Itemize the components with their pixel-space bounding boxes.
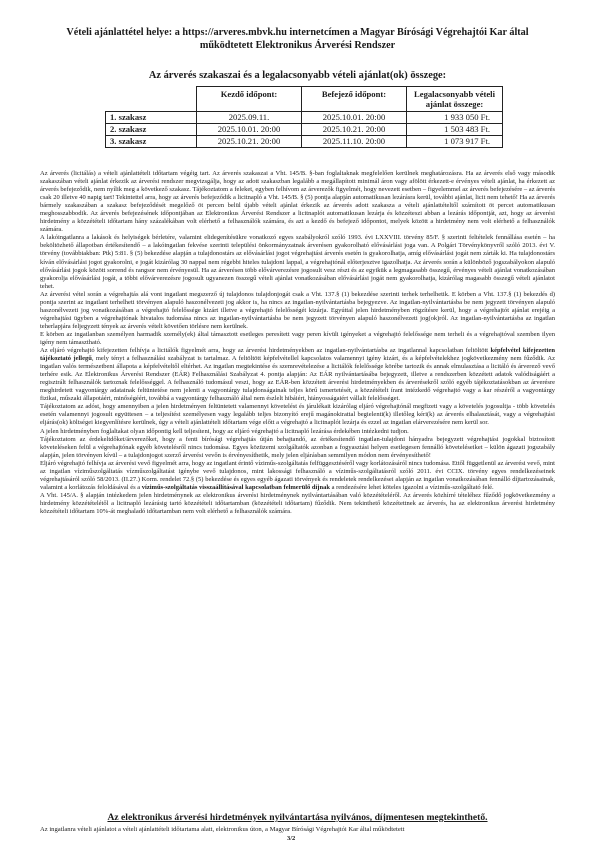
water-utility-emphasis: víziműs-szolgáltatás visszaállításával kapcsolatban felmerülő díjnak (141, 483, 330, 491)
table-header-row (106, 87, 503, 112)
paragraph-preemption-right: A lakóingatlanra a lakások és helyiségek bérletére, valamint elidegenítésükre vonatkozó egyes szabályokról szóló 1993. évi LXXVIII. törvény 85/F. § szerinti feltételek fennállása esetén – ha beköltözhető állapotban értékesítendő – a lakóingatlan fekvése szerinti települési önkormányzatnak árverésen gyakorolható elővásárlási joga van. A Polgári Törvénykönyvről szóló 2013. évi V. törvény (továbbiakban: Ptk) 5:81. § (5) bekezdése alapján a tulajdonostárs az elővásárlási jogot végrehajtási árverés esetén is gyakorolhatja, amíg elővásárlási jogát nem zárták ki. Ha tulajdonostárs kíván elővásárlási jogot gyakorolni, e jogát kizárólag 30 nappal nem régebbi hiteles tulajdoni lappal, a végrehajtónál előterjesztve igazolhatja. Az árverés során a különböző jogszabályokon alapuló elővásárlási jogok között sorrend és rangsor nem érvényesül. Ha az árverésen több elővárverezésre jogosult vesz részt és az egyikük a legmagasabb összegű, érvényes vételi ajánlat vonatkozásában gyakorolja elővásárlási jogát, a többi elővárverezésre jogosult ugyanezen összegű vételi ajánlat vonatkozásában elővásárlási jogát nem gyakorolhatja, kizárólag magasabb összegű vételi ajánlatot tehet. (40, 234, 555, 290)
start-cell: 2025.10.21. 20:00 (197, 136, 302, 148)
document-body (40, 170, 555, 516)
table-row (106, 124, 503, 136)
stage-cell: 2. szakasz (106, 124, 197, 136)
table-row (106, 112, 503, 124)
paragraph-other-claims: Tájékoztatom az érdekeltdőket/árverezőket, hogy a fenti bírósági végrehajtás útján behajtandó, az értékesítendő ingatlan-tulajdoni hányadra bejegyzett végrehajtási jogokkal biztosított követeléseken felül a végrehajtónak egyéb követelésről nincs tudomása. Egyes közüzemi szolgáltatók azonban a fogyasztási helyen esetlegesen fennálló követeléseiket – külön ágazati jogszabály alapján, jelen törvényen kívül – a tulajdonjogot szerző árverési vevőn is érvényesíthetik, mely jelen eljárásban semmilyen módon nem érvényesíthető! (40, 435, 555, 459)
document-header (40, 26, 555, 52)
section-subtitle: Az árverés szakaszai és a legalacsonyabb vételi ajánlat(ok) összege: (148, 70, 447, 81)
end-cell: 2025.10.21. 20:00 (302, 124, 407, 136)
paragraph-publication: A Vht. 145/A. § alapján intézkedem jelen hirdetménynek az elektronikus árverési hirdetménynek nyilvántartásában való közzétételéről. Az árverés közhírré tételéhez fűződő jogkövetkezmény a hirdetmény közzétételétől a licitnapló lezárásig tartó közzétételi időtartamban (közzétételi időtartam) fűződik. Nem tekinthető közzétettnek az árverés, ha az elektronikus árverési hirdetmény közzétételi időtartam 10%-át meghaladó időtartamban nem volt elérhető a felhasználók számára. (40, 491, 555, 515)
start-cell: 2025.10.01. 20:00 (197, 124, 302, 136)
header-line-2: működtetett Elektronikus Árverési Rendszer (199, 40, 396, 51)
paragraph-deadline: A jelen hirdetményben foglaltakat olyan időpontig kell teljesíteni, hogy az eljáró végrehajtó a licitnapló lezárása érdekében intézkedni tudjon. (40, 427, 409, 435)
stage-cell: 3. szakasz (106, 136, 197, 148)
paragraph-third-party-claims: E körben az ingatlanban személyen harmadik személy(ek) által támasztott esetleges peresített vagy peren kívüli igényeket a végrehajtó felelőssége nem terheli és a végrehajtóval szemben ilyen igény nem támasztható. (40, 330, 555, 346)
price-cell: 1 073 917 Ft. (407, 136, 503, 148)
table-row (106, 136, 503, 148)
public-register-heading: Az elektronikus árverési hirdetmények nyilvántartása nyilvános, díjmentesen megtekinthető. (107, 812, 488, 823)
paragraph-auction-duration: Az árverés (licitálás) a vételi ajánlattételi időtartam végéig tart. Az árverés szakaszai a Vht. 145/B. §-ban foglaltaknak megfelelően kerülnek meghatározásra. Ha az árverés első vagy második szakaszában vételi ajánlat érkezik az árverési rendszer megvizsgálja, hogy az adott szakaszban legalább a megállapított minimál áron vagy afölött érkezett-e érvényes vételi ajánlat, ha érkezett az árverés befejeződik, nem nyílik meg a következő szakasz. Tájékoztatom a feleket, egyben felhívom az árverezők figyelmét, hogy nevezett esetben – figyelemmel az árverés befejezésére – az árverés csak 20 illetve 40 napig tart! Tekintettel arra, hogy az árverés befejeződik a licitnapló a Vht. 145/B. § (5) pontja alapján automatikusan lezárásra kerül, további ajánlat, licit nem tehető! Ha az árverés bármely szakaszában a szakasz befejeződését megelőző öt percen belül újabb vételi ajánlat érkezik az árverés adott szakasza a vételi ajánlattételtől számított öt percet automatikusan meghosszabbodik. Az árverés befejezésének időpontjában az Elektronikus Árverési Rendszer a licitnaplót automatikusan lezárja és közzéteszi abban a lezárás időpontját, azt, hogy az árverési hirdetmény a közzétételi időtartam hány százalékában volt elérhető a felhasználók számára, és azt a kezdő és befejező időpontot, melyek között a hirdetmény nem volt elérhető a felhasználók számára. (40, 170, 555, 234)
end-cell: 2025.10.01. 20:00 (302, 112, 407, 124)
start-cell: 2025.09.11. (197, 112, 302, 124)
paragraph-encumbrances: Az árverési vétel során a végrehajtás alá vont ingatlant megszerző új tulajdonos tulajdonjogát csak a Vht. 137.§ (1) bekezdése szerinti terhek terhelhetik. E körben a Vht. 137.§ (1) bekezdés d) pontja szerint az ingatlant terhelheti törvényen alapuló haszonélvezeti jog akkor is, ha nincs az ingatlan-nyilvántartásba bejegyezve. Az ingatlan-nyilvántartásba be nem jegyzett törvényen alapuló haszonélvezeti jog vonatkozásában a végrehajtó felelőssége kizárt illetve a végrehajtó felelősségét kizárja. Egyúttal jelen hirdetményben rögzítésre kerül, hogy a végrehajtót ajánlat erejéig a végrehajtási ügyben a végrehajtónak hivatalos tudomása nincs az ingatlan-nyilvántartásba be nem jegyzett törvényen alapuló haszonélvezeti jog(ok)ról. Az ingatlan-nyilvántartásba az ingatlan teherlapjára feljegyzett tények az árverés vételt követően törlésre nem kerülnek. (40, 290, 555, 330)
page-number: 3/2 (287, 835, 296, 842)
price-cell: 1 933 050 Ft. (407, 112, 503, 124)
footer-text: Az ingatlanra vételi ajánlatot a vételi ajánlattételi időtartama alatt, elektronikus úton, a Magyar Bírósági Végrehajtói Kar által működtetett (40, 826, 405, 833)
table-header-price: Legalacsonyabb vételi ajánlat összege: (407, 87, 503, 112)
image-disclaimer-emphasis: képfelvétel kifejezetten tájékoztató jellegű (40, 347, 556, 363)
end-cell: 2025.11.10. 20:00 (302, 136, 407, 148)
auction-stages-table (105, 86, 503, 148)
header-line-1: Vételi ajánlattétel helye: a https://arveres.mbvk.hu internetcímen a Magyar Bírósági Végrehajtói Kar által (66, 27, 529, 38)
paragraph-image-disclaimer: Az eljáró végrehajtó kifejezetten felhívja a licitálók figyelmét arra, hogy az árverési hirdetményekben az ingatlan-nyilvántartásba az ingatlannal kapcsolatban feltöltött képfelvétel kifejezetten tájékoztató jellegű, mely tényt a felhasználási szabályzat is tartalmaz. A feltöltött képfelvétellel kapcsolatos valamennyi igény kizárt, és a képfelvételekhez jogkövetkezmény nem fűződik. Az ingatlan valós természetbeni állapota a képfelvételtől eltérhet. Az ingatlan megtekintése és szemrevételezése a licitálók felelőssége körébe tartozik és annak elmulasztása a licitáló és árverező vevő terhére esik. Az Elektronikus Árverési Rendszer (EÁR) Felhasználási Szabályzat 4. pontja alapján: Az EÁR nyilvántartásába bejegyzett, illetve a rendszerben közzétett adatok valódiságáért a regisztrált felhasználók tartoznak felelősséggel. A felhasználó tudomásul veszi, hogy az EÁR-ben közzétett árverési hirdetményekben és árverésekről szóló egyéb tájékoztatásokban az árverésre meghirdetett vagyontárgy adatainak feltüntetése nem jelenti a vagyontárgy tulajdonságainak teljes körű ismertetését, a közzétételt írant intézkedő végrehajtó vagy a kar részéről a vagyontárgy fizikai, műszaki állapotáért, minőségéért, továbbá a vagyontárgy felhasználó által nem észlelt hibáiért, hiányosságaiért vállalt felelősséget. (40, 347, 556, 403)
table-header-blank (106, 87, 197, 112)
price-cell: 1 503 483 Ft. (407, 124, 503, 136)
paragraph-water-utility: Eljáró végrehajtó felhívja az árverési vevő figyelmét arra, hogy az ingatlant érintő víziműs-szolgáltatás felfüggesztéséről vagy korlátozásáról nincs tudomása. Ettől függetlenül az árverési vevő, mint az ingatlan víziműszolgáltatás vízműszolgáltatást igénybe vevő tulajdonos, mint lakossági felhasználó a víziműs-szolgáltatásról szóló 2011. évi CCIX. törvény egyes rendelkezéseinek végrehajtásáról szóló 58/2013. (II.27.) Korm. rendelet 72.§ (5) bekezdése és egyes egyéb ágazati törvények és rendeletek rendelkezései alapján az ingatlan vonatkozásában fennálló díjtartozásainak, valamint a korlátozás feloldásával és a víziműs-szolgáltatás visszaállításával kapcsolatban felmerülő díjnak a rendezésére lehet köteles igazolni a víziműs-szolgáltató felé. (40, 459, 555, 491)
table-header-start: Kezdő időpont: (197, 87, 302, 112)
paragraph-debtor-notice: Tájékoztatom az adóst, hogy amennyiben a jelen hirdetményen feltüntetett valamennyi követelést és járulékait kizárólag eljáró végrehajtónál megfizeti vagy a követelés jogosultja - több követelés esetén valamennyi jogosult együttesen – a teljesítést személyesen vagy legalább teljes bizonyító erejű magánokirattal begielenti(k) illetőleg kéri(k) az árverés elhalasztását, vagy a végrehajtási eljárás(ok) költségei kiegyenlítésre kerülnek, úgy a vételi ajánlattételi időtartam vége előtt a végrehajtó a licitnaplót lezárja és ezzel az ingatlan elárverezésére nem kerül sor. (40, 403, 555, 427)
table-header-end: Befejező időpont: (302, 87, 407, 112)
stage-cell: 1. szakasz (106, 112, 197, 124)
